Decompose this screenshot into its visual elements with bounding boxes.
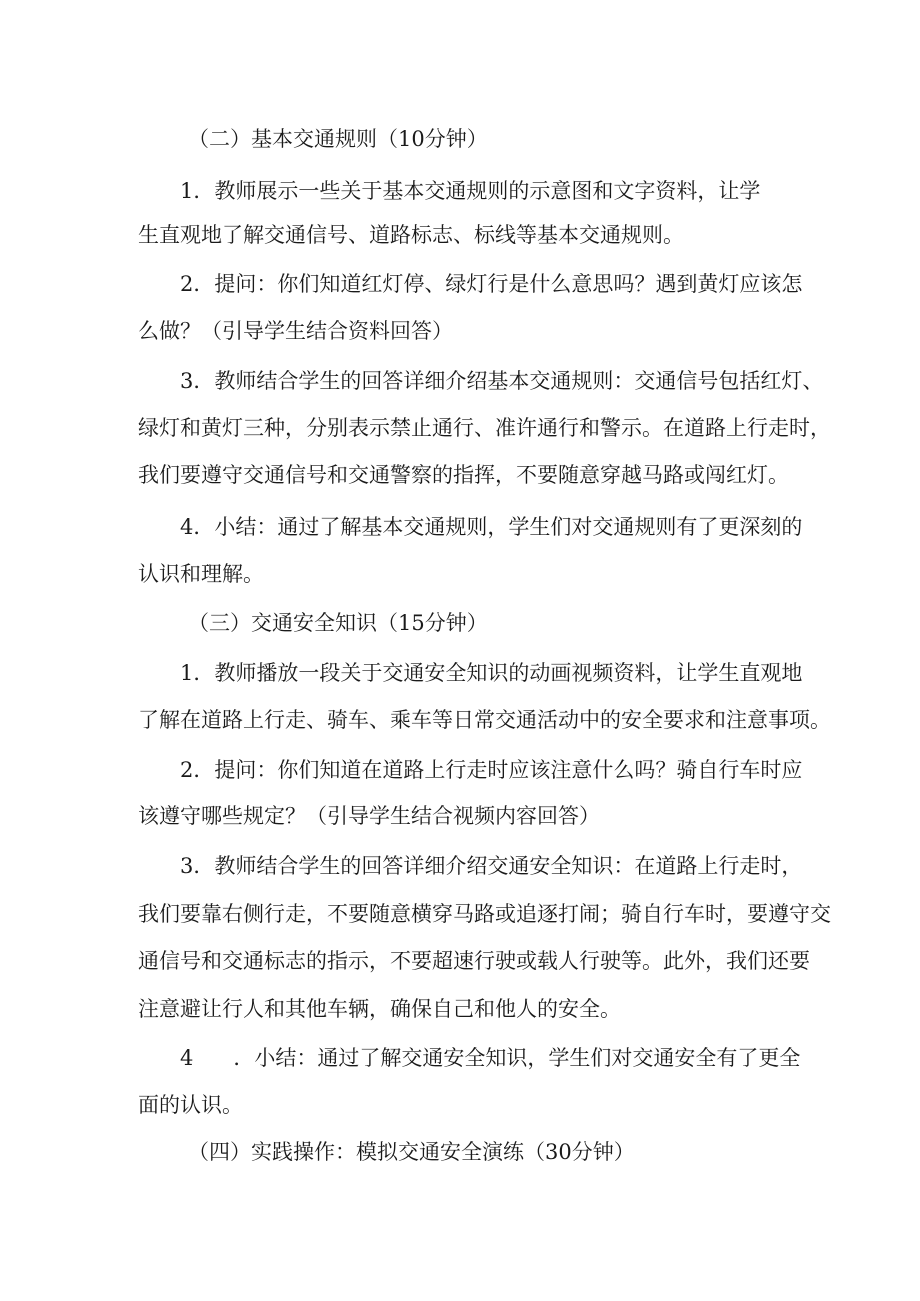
paragraph-line: 1．教师播放一段关于交通安全知识的动画视频资料，让学生直观地	[180, 661, 803, 685]
paragraph-line	[180, 1045, 800, 1071]
paragraph-line: 2．提问：你们知道在道路上行走时应该注意什么吗？骑自行车时应	[180, 758, 803, 782]
paragraph-line: 3．教师结合学生的回答详细介绍基本交通规则：交通信号包括红灯、	[180, 369, 824, 393]
section-heading-4: （四）实践操作：模拟交通安全演练（30分钟）	[188, 1140, 635, 1164]
paragraph-line: 该遵守哪些规定？（引导学生结合视频内容回答）	[138, 804, 600, 828]
paragraph-line: 绿灯和黄灯三种，分别表示禁止通行、准许通行和警示。在道路上行走时，	[138, 416, 831, 440]
paragraph-line: 4．小结：通过了解基本交通规则，学生们对交通规则有了更深刻的	[180, 515, 803, 539]
paragraph-line: 注意避让行人和其他车辆，确保自己和他人的安全。	[138, 997, 621, 1021]
section-heading-2: （二）基本交通规则（10分钟）	[188, 127, 488, 151]
paragraph-line: 了解在道路上行走、骑车、乘车等日常交通活动中的安全要求和注意事项。	[138, 708, 831, 732]
paragraph-line: 生直观地了解交通信号、道路标志、标线等基本交通规则。	[138, 223, 684, 247]
paragraph-line: 1．教师展示一些关于基本交通规则的示意图和文字资料，让学	[180, 179, 761, 203]
paragraph-line: 2．提问：你们知道红灯停、绿灯行是什么意思吗？遇到黄灯应该怎	[180, 272, 803, 296]
paragraph-line: 我们要靠右侧行走，不要随意横穿马路或追逐打闹；骑自行车时，要遵守交	[138, 902, 831, 926]
paragraph-line: 么做？（引导学生结合资料回答）	[138, 319, 453, 343]
paragraph-line: 认识和理解。	[138, 562, 264, 586]
section-heading-3: （三）交通安全知识（15分钟）	[188, 611, 488, 635]
item-text: ．小结：通过了解交通安全知识，学生们对交通安全有了更全	[233, 1046, 801, 1070]
paragraph-line: 3．教师结合学生的回答详细介绍交通安全知识：在道路上行走时，	[180, 854, 803, 878]
paragraph-line: 面的认识。	[138, 1093, 243, 1117]
paragraph-line: 通信号和交通标志的指示，不要超速行驶或载人行驶等。此外，我们还要	[138, 949, 810, 973]
paragraph-line: 我们要遵守交通信号和交通警察的指挥，不要随意穿越马路或闯红灯。	[138, 463, 789, 487]
item-number: 4	[180, 1046, 194, 1070]
